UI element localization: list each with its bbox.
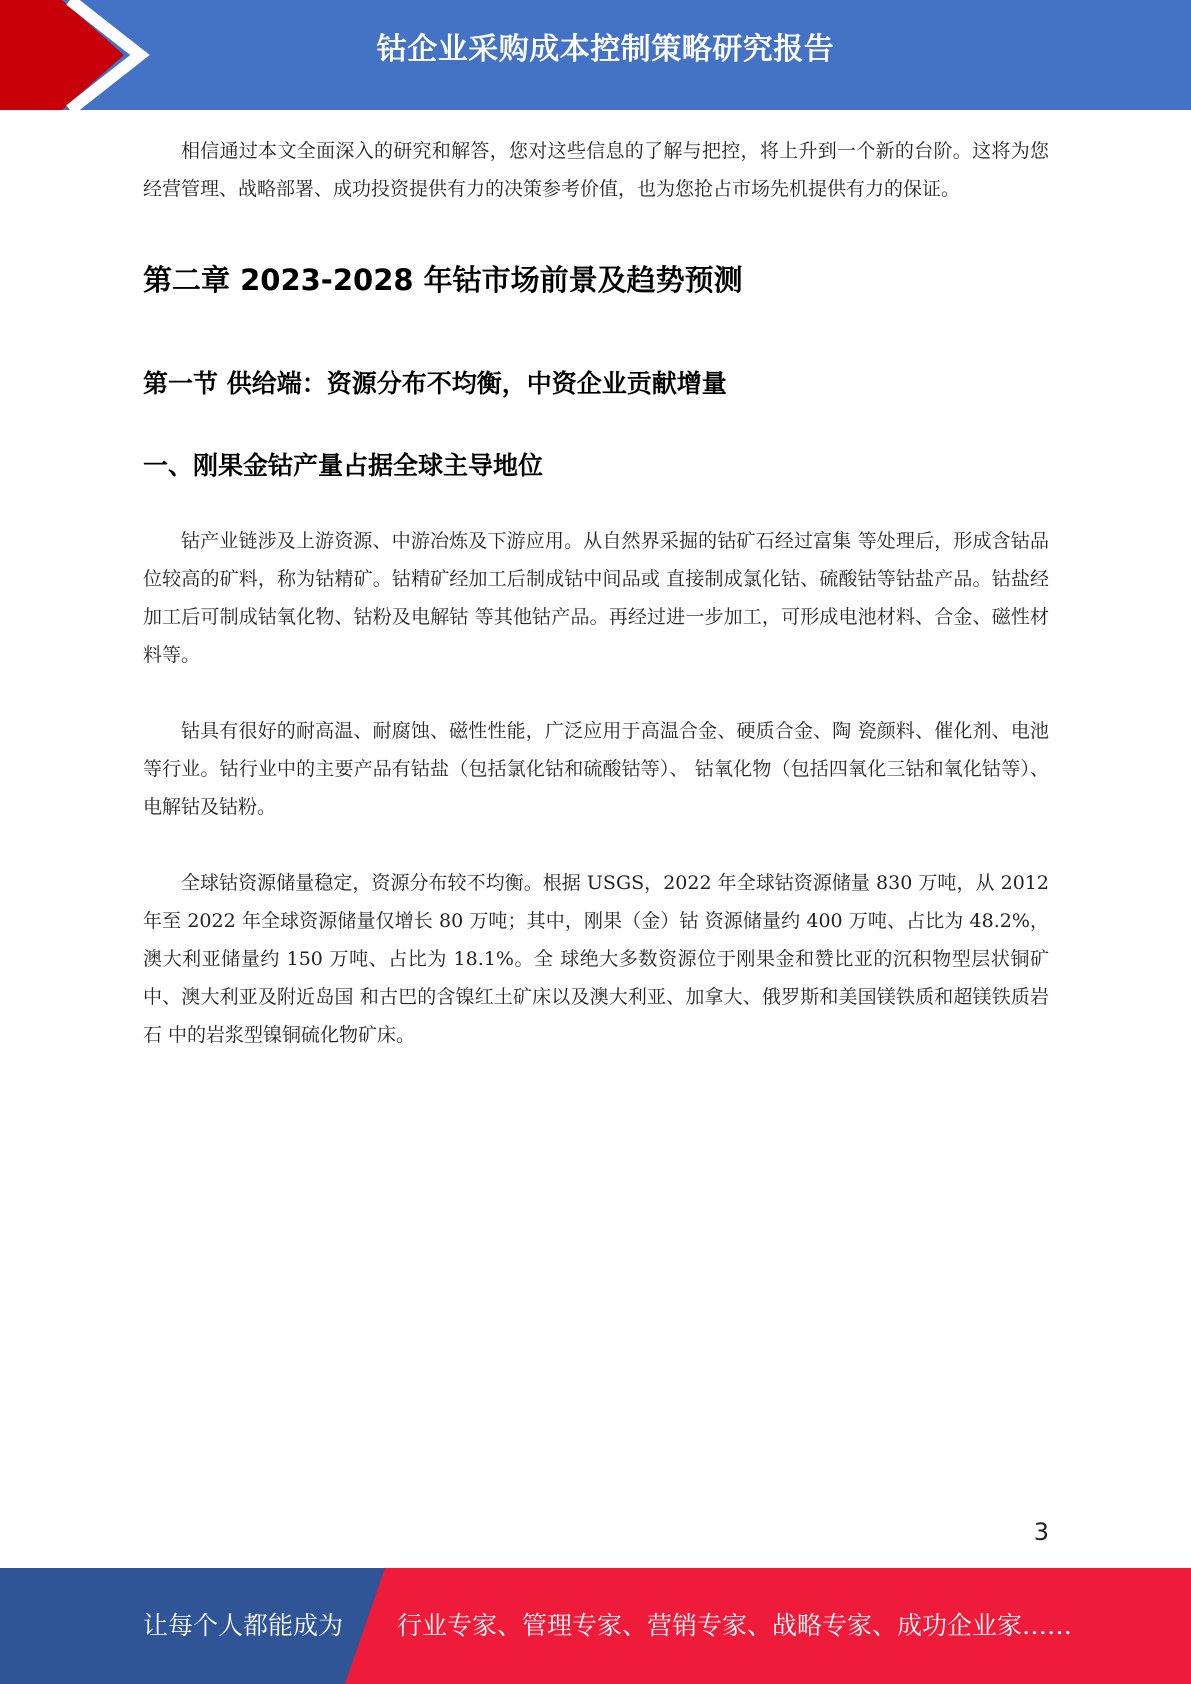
chapter-title: 第二章 2023-2028 年钴市场前景及趋势预测	[143, 263, 743, 297]
header-banner	[0, 0, 1191, 110]
footer-slogan-left: 让每个人都能成为	[143, 1611, 344, 1640]
page-content	[143, 132, 1049, 1054]
footer-banner	[0, 1568, 1191, 1684]
body-paragraph-1: 钴产业链涉及上游资源、中游冶炼及下游应用。从自然界采掘的钴矿石经过富集 等处理后，形成含钴品位较高的矿料，称为钴精矿。钴精矿经加工后制成钴中间品或 直接制成氯化钴、硫酸钴等钴盐产品。钴盐经加工后可制成钴氧化物、钴粉及电解钴 等其他钴产品。再经过进一步加工，可形成电池材料、合金、磁性材料等。	[143, 530, 1049, 666]
body-paragraph-2: 钴具有很好的耐高温、耐腐蚀、磁性性能，广泛应用于高温合金、硬质合金、陶 瓷颜料、催化剂、电池等行业。钴行业中的主要产品有钴盐（包括氯化钴和硫酸钴等）、 钴氧化物（包括四氧化三钴和氧化钴等）、电解钴及钴粉。	[143, 720, 1049, 818]
page-number: 3	[1033, 1518, 1049, 1546]
report-title: 钴企业采购成本控制策略研究报告	[376, 32, 835, 67]
body-paragraph-3: 全球钴资源储量稳定，资源分布较不均衡。根据 USGS，2022 年全球钴资源储量 830 万吨，从 2012 年至 2022 年全球资源储量仅增长 80 万吨；其中，刚果（金）钴 资源储量约 400 万吨、占比为 48.2%，澳大利亚储量约 150 万吨、占比为 18.1%。全 球绝大多数资源位于刚果金和赞比亚的沉积物型层状铜矿中、澳大利亚及附近岛国 和古巴的含镍红土矿床以及澳大利亚、加拿大、俄罗斯和美国镁铁质和超镁铁质岩石 中的岩浆型镍铜硫化物矿床。	[143, 872, 1049, 1046]
subsection-title: 一、刚果金钴产量占据全球主导地位	[143, 451, 544, 480]
intro-paragraph: 相信通过本文全面深入的研究和解答，您对这些信息的了解与把控，将上升到一个新的台阶。这将为您经营管理、战略部署、成功投资提供有力的决策参考价值，也为您抢占市场先机提供有力的保证。	[143, 140, 1049, 200]
section-title: 第一节 供给端：资源分布不均衡，中资企业贡献增量	[143, 369, 727, 398]
footer-slogan-right: 行业专家、管理专家、营销专家、战略专家、成功企业家……	[397, 1611, 1073, 1640]
